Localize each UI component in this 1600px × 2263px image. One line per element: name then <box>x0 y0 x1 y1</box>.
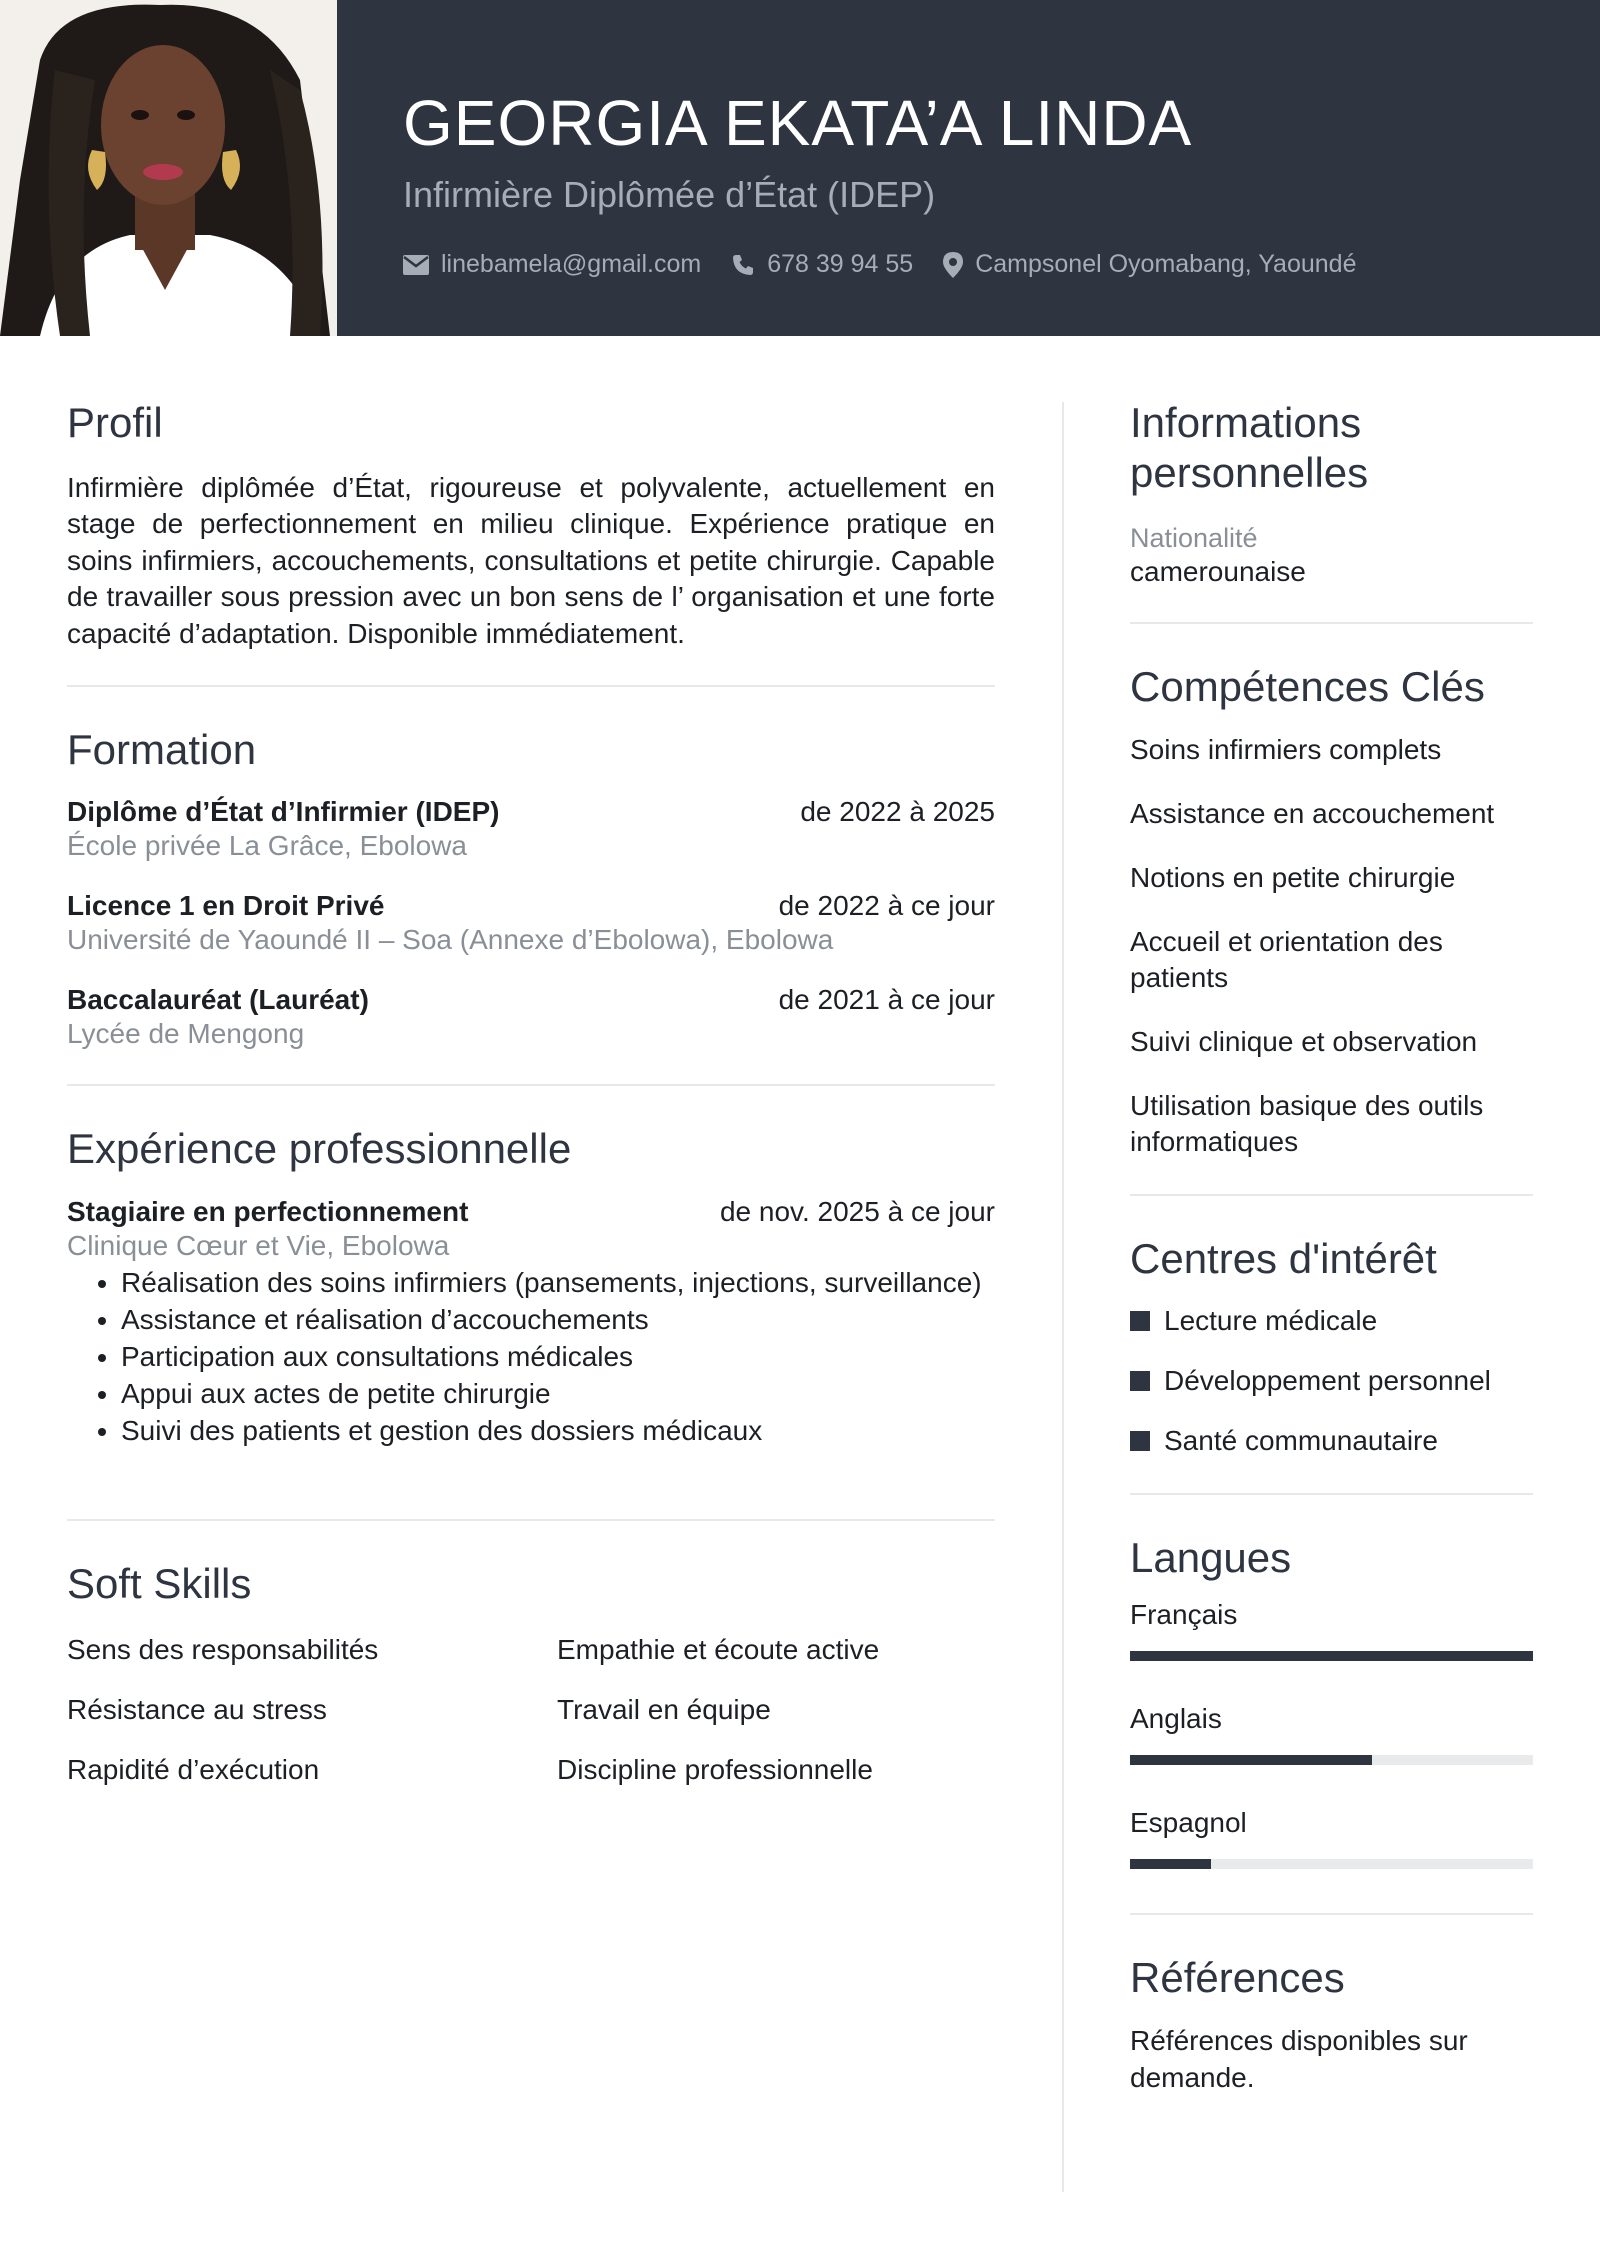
experience-section <box>67 1124 995 1449</box>
interests-section <box>1130 1234 1533 1458</box>
experience-tasks <box>67 1264 995 1449</box>
education-degree: Diplôme d’État d’Infirmier (IDEP) <box>67 796 500 828</box>
soft-skills-section <box>67 1559 995 1787</box>
header-banner <box>337 0 1600 336</box>
languages-title: Langues <box>1130 1534 1292 1582</box>
column-divider <box>1062 402 1064 2192</box>
references-title: Références <box>1130 1953 1345 2001</box>
section-divider <box>67 1084 995 1086</box>
interest-label: Développement personnel <box>1164 1365 1491 1397</box>
section-divider <box>1130 1493 1533 1495</box>
phone-icon <box>731 253 755 277</box>
education-item <box>67 796 995 862</box>
contact-phone[interactable] <box>731 250 913 279</box>
experience-item <box>67 1196 995 1449</box>
contact-address <box>943 250 1356 279</box>
language-level-fill <box>1130 1859 1211 1869</box>
languages-section <box>1130 1533 1533 1869</box>
language-level-bar <box>1130 1651 1533 1661</box>
education-degree: Baccalauréat (Lauréat) <box>67 984 369 1016</box>
soft-skill-item: Sens des responsabilités <box>67 1634 379 1666</box>
contact-list <box>403 250 1386 279</box>
contact-email[interactable] <box>403 250 701 279</box>
candidate-title: Infirmière Diplômée d’État (IDEP) <box>403 174 936 215</box>
language-item <box>1130 1599 1533 1661</box>
soft-skill-item: Empathie et écoute active <box>557 1634 880 1666</box>
task-item: • Appui aux actes de petite chirurgie <box>121 1375 995 1412</box>
nationality-label: Nationalité <box>1130 523 1258 554</box>
interest-item <box>1130 1365 1533 1397</box>
education-date: de 2022 à ce jour <box>778 890 995 922</box>
education-item <box>67 890 995 956</box>
interest-label: Santé communautaire <box>1164 1425 1438 1457</box>
section-divider <box>67 685 995 687</box>
profile-section <box>67 398 995 653</box>
language-level-bar <box>1130 1859 1533 1869</box>
section-divider <box>1130 1194 1533 1196</box>
soft-skill-item: Discipline professionnelle <box>557 1754 873 1786</box>
key-skills-section <box>1130 662 1533 1160</box>
language-item <box>1130 1807 1533 1869</box>
soft-skill-item: Travail en équipe <box>557 1694 771 1726</box>
language-name: Anglais <box>1130 1702 1222 1734</box>
contact-email-text: linebamela@gmail.com <box>441 250 702 278</box>
experience-role: Stagiaire en perfectionnement <box>67 1195 469 1227</box>
language-level-fill <box>1130 1755 1372 1765</box>
personal-info-title: Informations personnelles <box>1130 399 1369 496</box>
education-title: Formation <box>67 725 257 773</box>
main-column <box>67 398 995 1786</box>
references-section <box>1130 1953 1533 2097</box>
section-divider <box>1130 622 1533 624</box>
experience-title: Expérience professionnelle <box>67 1125 572 1173</box>
key-skill-item: Assistance en accouchement <box>1130 797 1495 829</box>
task-item: • Suivi des patients et gestion des dossiers médicaux <box>121 1412 995 1449</box>
language-item <box>1130 1703 1533 1765</box>
profile-text: Infirmière diplômée d’État, rigoureuse et polyvalente, actuellement en stage de perfectionnement en milieu clinique. Expérience pratique en soins infirmiers, accouchements, consultations et petite chirurgie. Capable de travailler sous pression avec un bon sens de l’ organisation et une forte capacité d’adaptation. Disponible immédiatement. <box>67 471 995 649</box>
experience-place: Clinique Cœur et Vie, Ebolowa <box>67 1229 450 1261</box>
key-skills-title: Compétences Clés <box>1130 663 1485 711</box>
language-name: Français <box>1130 1598 1238 1630</box>
education-item <box>67 984 995 1050</box>
education-school: Université de Yaoundé II – Soa (Annexe d’Ebolowa), Ebolowa <box>67 924 834 956</box>
language-name: Espagnol <box>1130 1806 1247 1838</box>
contact-address-text: Campsonel Oyomabang, Yaoundé <box>975 250 1357 278</box>
key-skill-item: Soins infirmiers complets <box>1130 733 1442 765</box>
education-section <box>67 725 995 1051</box>
sidebar-column <box>1130 398 1533 2096</box>
interest-item <box>1130 1305 1533 1337</box>
references-text: Références disponibles sur demande. <box>1130 2025 1468 2094</box>
language-level-fill <box>1130 1651 1533 1661</box>
task-item: • Réalisation des soins infirmiers (pansements, injections, surveillance) <box>121 1264 995 1301</box>
key-skill-item: Notions en petite chirurgie <box>1130 861 1456 893</box>
profile-title: Profil <box>67 399 163 446</box>
envelope-icon <box>403 255 429 275</box>
language-level-bar <box>1130 1755 1533 1765</box>
square-bullet-icon <box>1130 1311 1150 1331</box>
education-date: de 2022 à 2025 <box>800 796 995 828</box>
interests-title: Centres d'intérêt <box>1130 1234 1437 1282</box>
soft-skill-item: Résistance au stress <box>67 1694 327 1726</box>
location-pin-icon <box>943 252 963 278</box>
task-item: • Assistance et réalisation d’accouchements <box>121 1301 995 1338</box>
education-school: École privée La Grâce, Ebolowa <box>67 830 467 862</box>
interest-item <box>1130 1425 1533 1457</box>
soft-skill-item: Rapidité d’exécution <box>67 1754 320 1786</box>
task-item: • Participation aux consultations médicales <box>121 1338 995 1375</box>
nationality-value: camerounaise <box>1130 556 1306 588</box>
education-degree: Licence 1 en Droit Privé <box>67 890 385 922</box>
personal-info-section <box>1130 398 1533 588</box>
profile-photo <box>0 0 337 336</box>
education-date: de 2021 à ce jour <box>778 984 995 1016</box>
square-bullet-icon <box>1130 1371 1150 1391</box>
soft-skills-title: Soft Skills <box>67 1559 252 1607</box>
section-divider <box>67 1519 995 1521</box>
header <box>0 0 1600 336</box>
education-school: Lycée de Mengong <box>67 1018 305 1050</box>
interest-label: Lecture médicale <box>1164 1305 1378 1337</box>
key-skill-item: Accueil et orientation des patients <box>1130 925 1443 993</box>
soft-skills-grid <box>67 1634 995 1786</box>
section-divider <box>1130 1913 1533 1915</box>
key-skill-item: Suivi clinique et observation <box>1130 1025 1478 1057</box>
experience-date: de nov. 2025 à ce jour <box>719 1195 995 1227</box>
key-skill-item: Utilisation basique des outils informatiques <box>1130 1089 1484 1157</box>
contact-phone-text: 678 39 94 55 <box>767 250 914 278</box>
candidate-name: GEORGIA EKATA’A LINDA <box>403 87 1193 159</box>
square-bullet-icon <box>1130 1431 1150 1451</box>
